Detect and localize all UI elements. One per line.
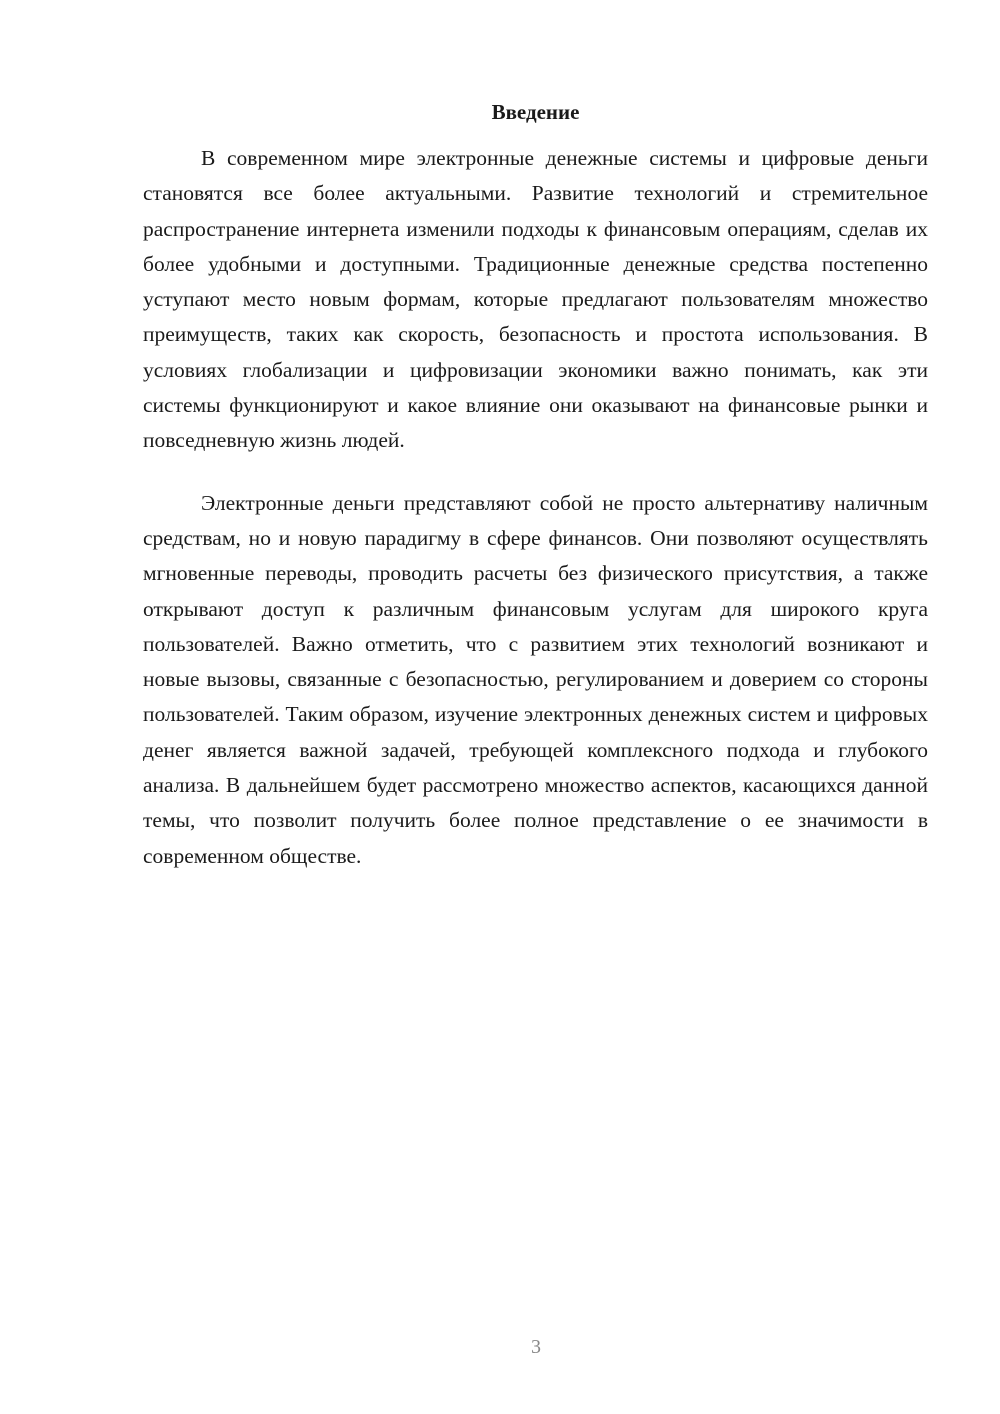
- page-number: 3: [531, 1336, 541, 1358]
- page-content: [143, 96, 928, 874]
- section-heading: Введение: [491, 100, 580, 124]
- paragraph-2: Электронные деньги представляют собой не просто альтернативу наличным средствам, но и новую парадигму в сфере финансов. Они позволяют осуществлять мгновенные переводы, проводить расчеты без физического присутствия, а также открывают доступ к различным финансовым услугам для широкого круга пользователей. Важно отметить, что с развитием этих технологий возникают и новые вызовы, связанные с безопасностью, регулированием и доверием со стороны пользователей. Таким образом, изучение электронных денежных систем и цифровых денег является важной задачей, требующей комплексного подхода и глубокого анализа. В дальнейшем будет рассмотрено множество аспектов, касающихся данной темы, что позволит получить более полное представление о ее значимости в современном обществе.: [143, 490, 928, 868]
- paragraph-1: В современном мире электронные денежные системы и цифровые деньги становятся все более актуальными. Развитие технологий и стремительное распространение интернета изменили подходы к финансовым операциям, сделав их более удобными и доступными. Традиционные денежные средства постепенно уступают место новым формам, которые предлагают пользователям множество преимуществ, таких как скорость, безопасность и простота использования. В условиях глобализации и цифровизации экономики важно понимать, как эти системы функционируют и какое влияние они оказывают на финансовые рынки и повседневную жизнь людей.: [143, 146, 928, 453]
